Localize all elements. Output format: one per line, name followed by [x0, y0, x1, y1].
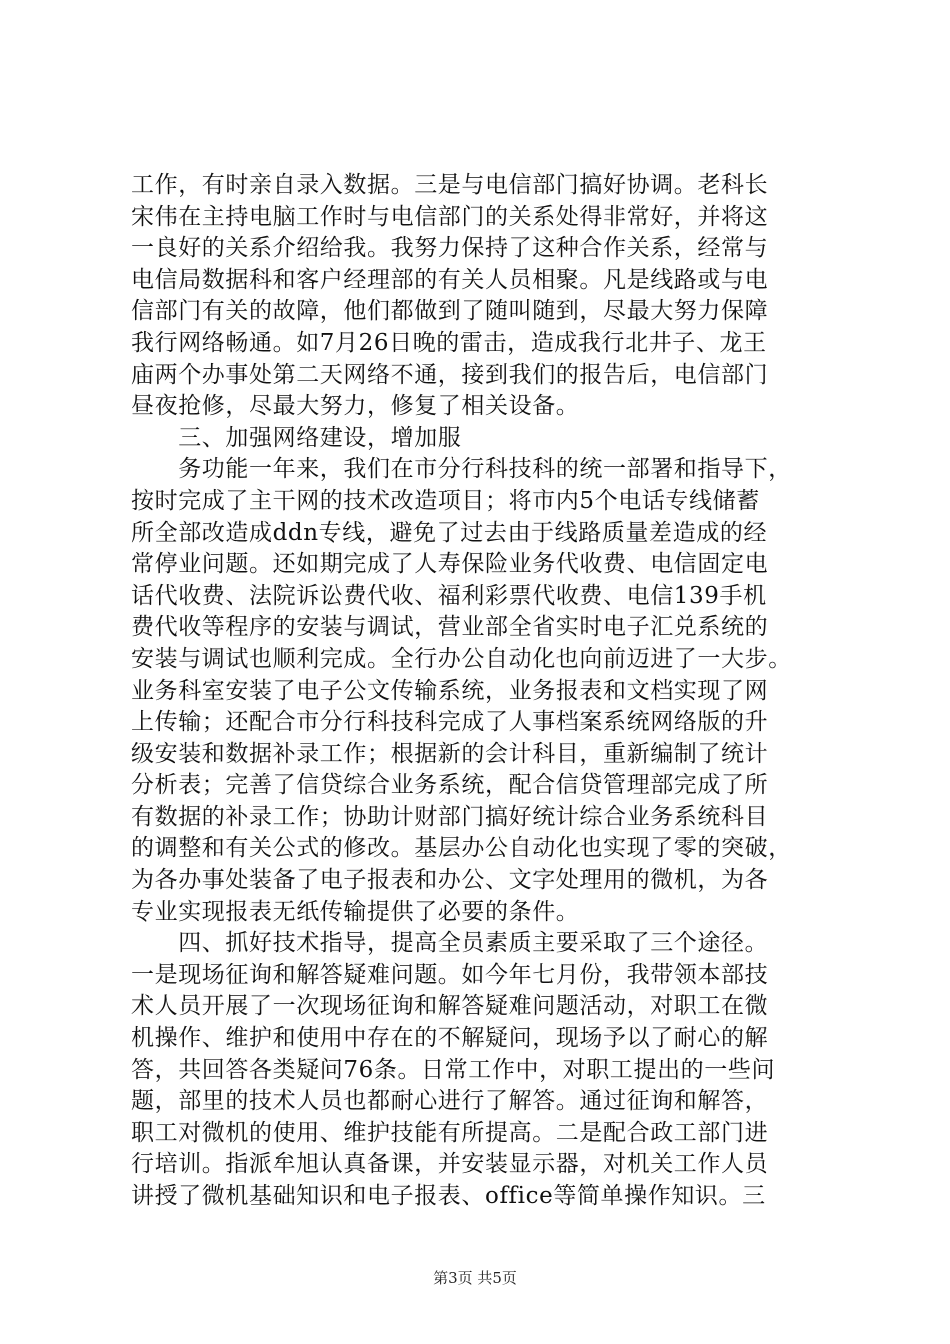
- text-line: 工作，有时亲自录入数据。三是与电信部门搞好协调。老科长: [131, 172, 769, 198]
- text-line: 职工对微机的使用、维护技能有所提高。二是配合政工部门进: [131, 1119, 769, 1146]
- text-line: 所全部改造成ddn专线，避免了过去由于线路质量差造成的经: [131, 519, 768, 546]
- text-line: 宋伟在主持电脑工作时与电信部门的关系处得非常好，并将这: [131, 203, 769, 230]
- text-line: 级安装和数据补录工作；根据新的会计科目，重新编制了统计: [131, 740, 769, 767]
- section-heading-line: 三、加强网络建设，增加服: [131, 424, 462, 451]
- text-line: 机操作、维护和使用中存在的不解疑问，现场予以了耐心的解: [131, 1025, 769, 1052]
- text-line: 电信局数据科和客户经理部的有关人员相聚。凡是线路或与电: [131, 266, 769, 293]
- text-line: 有数据的补录工作；协助计财部门搞好统计综合业务系统科目: [131, 803, 769, 830]
- page-number-footer: 第3页 共5页: [433, 1269, 517, 1287]
- text-line: 分析表；完善了信贷综合业务系统，配合信贷管理部完成了所: [131, 772, 769, 799]
- text-line: 话代收费、法院诉讼费代收、福利彩票代收费、电信139手机: [131, 582, 767, 609]
- text-line: 庙两个办事处第二天网络不通，接到我们的报告后，电信部门: [131, 361, 769, 388]
- text-line: 常停业问题。还如期完成了人寿保险业务代收费、电信固定电: [131, 551, 769, 578]
- text-line: 为各办事处装备了电子报表和办公、文字处理用的微机，为各: [131, 867, 769, 894]
- text-line: 答，共回答各类疑问76条。日常工作中，对职工提出的一些问: [131, 1056, 776, 1083]
- text-line: 安装与调试也顺利完成。全行办公自动化也向前迈进了一大步。: [131, 645, 792, 672]
- text-line: 题，部里的技术人员也都耐心进行了解答。通过征询和解答，: [131, 1088, 769, 1115]
- text-line: 讲授了微机基础知识和电子报表、office等简单操作知识。三: [131, 1183, 766, 1209]
- text-line: 业务科室安装了电子公文传输系统，业务报表和文档实现了网: [131, 677, 769, 704]
- text-line: 行培训。指派牟旭认真备课，并安装显示器，对机关工作人员: [131, 1151, 769, 1178]
- text-line: 务功能一年来，我们在市分行科技科的统一部署和指导下，: [131, 456, 792, 483]
- text-line: 的调整和有关公式的修改。基层办公自动化也实现了零的突破，: [131, 835, 792, 862]
- text-line: 专业实现报表无纸传输提供了必要的条件。: [131, 898, 580, 925]
- text-line: 一良好的关系介绍给我。我努力保持了这种合作关系，经常与: [131, 235, 769, 262]
- text-line: 信部门有关的故障，他们都做到了随叫随到，尽最大努力保障: [131, 298, 769, 325]
- text-line: 费代收等程序的安装与调试，营业部全省实时电子汇兑系统的: [131, 614, 769, 641]
- text-line: 术人员开展了一次现场征询和解答疑难问题活动，对职工在微: [131, 993, 769, 1020]
- document-body: [131, 170, 831, 1213]
- text-line: 昼夜抢修，尽最大努力，修复了相关设备。: [131, 393, 580, 420]
- text-line: 我行网络畅通。如7月26日晚的雷击，造成我行北井子、龙王: [131, 329, 767, 356]
- section-heading-line: 四、抓好技术指导，提高全员素质主要采取了三个途径。: [131, 930, 769, 957]
- text-line: 按时完成了主干网的技术改造项目；将市内5个电话专线储蓄: [131, 487, 760, 514]
- text-line: 上传输；还配合市分行科技科完成了人事档案系统网络版的升: [131, 709, 769, 736]
- text-line: 一是现场征询和解答疑难问题。如今年七月份，我带领本部技: [131, 961, 769, 988]
